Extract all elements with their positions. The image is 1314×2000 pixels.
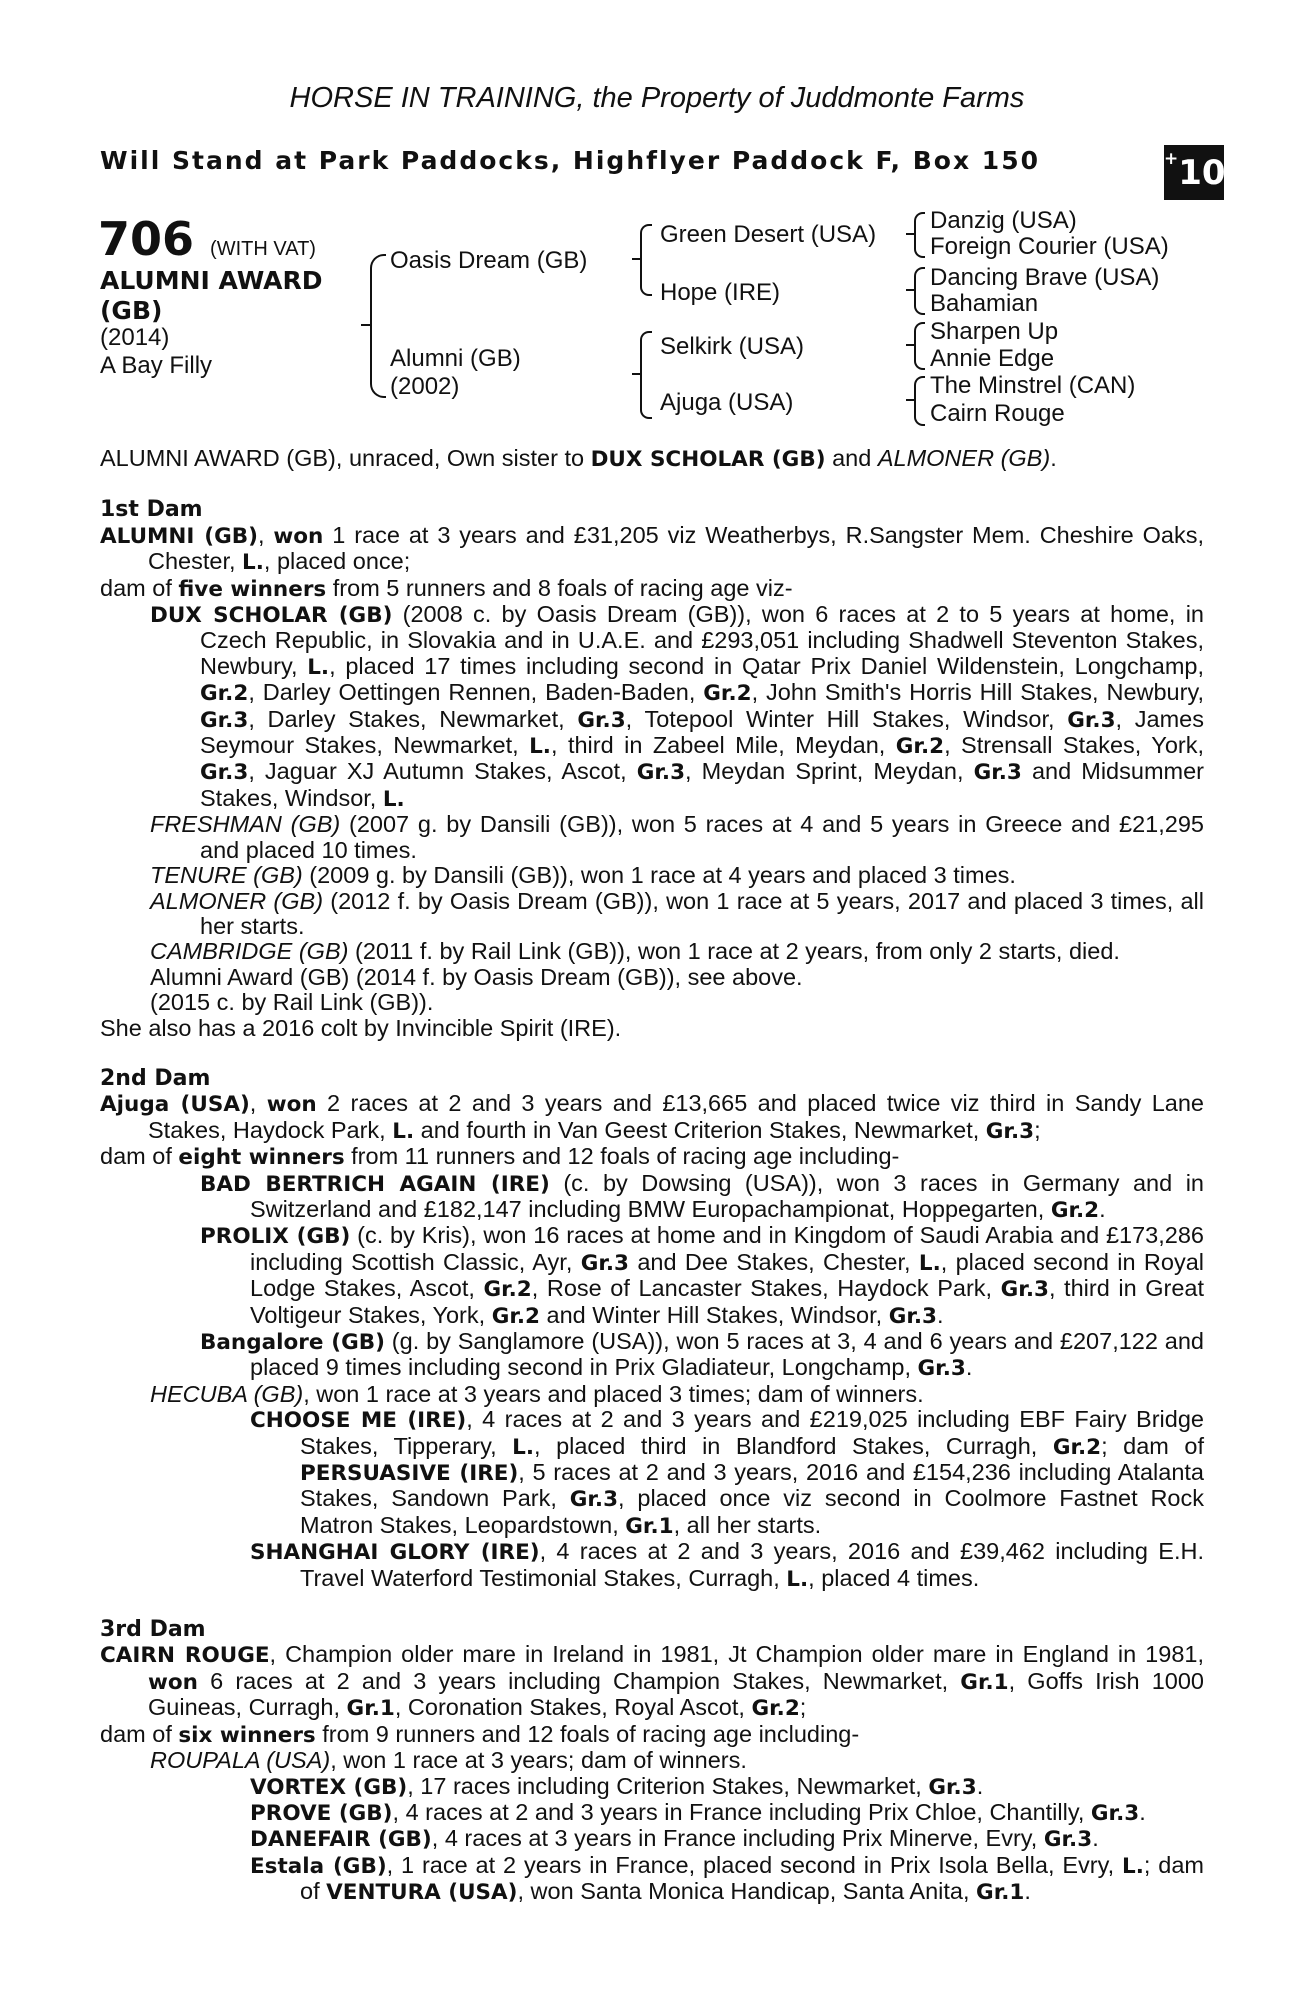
txt: , placed second in Royal Lodge Stakes, Ascot, bbox=[250, 1248, 1204, 1302]
txt: 2 races at 2 and 3 years and £13,665 and placed twice viz third in Sandy Lane Stakes, Haydock Park, bbox=[148, 1090, 1204, 1143]
lot-badge bbox=[1164, 145, 1224, 200]
granddam-8: Cairn Rouge bbox=[930, 400, 1065, 427]
listed-label: L. bbox=[786, 1566, 809, 1592]
grade-label: Gr.1 bbox=[625, 1513, 674, 1539]
produce-alumni-award: Alumni Award (GB) (2014 f. by Oasis Dream (GB)), see above. bbox=[150, 963, 803, 990]
txt: , Strensall Stakes, York, bbox=[944, 732, 1205, 759]
grade-label: Gr.3 bbox=[917, 1356, 966, 1382]
intro-text-3: . bbox=[1050, 445, 1057, 471]
grade-label: Gr.2 bbox=[1050, 1197, 1100, 1223]
intro-text: ALUMNI AWARD (GB), unraced, Own sister to bbox=[100, 445, 591, 471]
listed-label: L. bbox=[512, 1434, 535, 1460]
txt: and Midsummer Stakes, Windsor, bbox=[200, 758, 1204, 811]
produce-danefair bbox=[100, 1826, 1204, 1852]
vat-note: (WITH VAT) bbox=[210, 238, 316, 260]
dam-year: (2002) bbox=[390, 373, 460, 400]
grandsire-5: Sharpen Up bbox=[930, 318, 1059, 345]
grade-label: Gr.1 bbox=[960, 1669, 1009, 1695]
grade-label: Gr.3 bbox=[569, 1487, 619, 1513]
grade-label: Gr.3 bbox=[1067, 707, 1116, 733]
winners-count: six winners bbox=[178, 1722, 316, 1748]
produce-name: BAD BERTRICH AGAIN (IRE) bbox=[200, 1171, 550, 1197]
first-dam-name: ALUMNI (GB) bbox=[100, 523, 258, 549]
produce-name: VENTURA (USA) bbox=[326, 1880, 518, 1906]
produce-2015-colt: (2015 c. by Rail Link (GB)). bbox=[150, 989, 434, 1016]
lot-number-value: 706 bbox=[98, 212, 195, 266]
txt: . bbox=[1024, 1878, 1031, 1905]
txt: , bbox=[249, 1090, 267, 1117]
txt: , Champion older mare in Ireland in 1981, Jt Champion older mare in England in 1981, bbox=[269, 1641, 1204, 1668]
txt: dam of bbox=[100, 574, 179, 601]
txt: , placed once; bbox=[263, 548, 411, 575]
produce-name: CHOOSE ME (IRE) bbox=[250, 1408, 467, 1434]
bracket-4 bbox=[914, 212, 925, 258]
txt: (2008 c. by Oasis Dream (GB)), won 6 races at 2 to 5 years at home, in Czech Republic, in Slovakia and in U.A.E. and £293,051 including Shadwell Steventon Stakes, Newbury, bbox=[200, 601, 1204, 679]
third-dam-record bbox=[100, 1642, 1204, 1721]
bracket-1-tick bbox=[361, 324, 370, 326]
txt: , won 1 race at 3 years; dam of winners. bbox=[330, 1747, 747, 1774]
produce-name: TENURE (GB) bbox=[150, 862, 303, 889]
produce-name: CAMBRIDGE (GB) bbox=[150, 938, 349, 965]
listed-label: L. bbox=[918, 1250, 941, 1276]
produce-prolix bbox=[100, 1223, 1204, 1329]
listed-label: L. bbox=[307, 654, 330, 680]
grade-label: Gr.3 bbox=[200, 760, 249, 786]
txt: , Rose of Lancaster Stakes, Haydock Park, bbox=[531, 1275, 1001, 1302]
second-dam-heading: 2nd Dam bbox=[100, 1065, 211, 1091]
granddam-4: Bahamian bbox=[930, 290, 1039, 317]
produce-name: ALMONER (GB) bbox=[150, 887, 324, 914]
txt: , 4 races at 2 and 3 years in France including Prix Chloe, Chantilly, bbox=[392, 1798, 1091, 1825]
produce-name: PERSUASIVE (IRE) bbox=[300, 1461, 519, 1487]
txt: ; dam of bbox=[1101, 1432, 1204, 1459]
horse-description: A Bay Filly bbox=[100, 352, 213, 379]
grade-label: Gr.1 bbox=[976, 1880, 1025, 1906]
txt: (g. by Sanglamore (USA)), won 5 races at 3, 4 and 6 years and £207,122 and placed 9 times including second in Prix Gladiateur, Longchamp, bbox=[250, 1328, 1204, 1381]
bracket-3 bbox=[640, 331, 652, 419]
grade-label: Gr.2 bbox=[751, 1696, 800, 1722]
txt: , all her starts. bbox=[673, 1511, 822, 1538]
intro-sibling-2: ALMONER (GB) bbox=[877, 445, 1051, 471]
horse-name-line2: (GB) bbox=[100, 296, 163, 325]
produce-dux-scholar bbox=[100, 602, 1204, 812]
produce-name: Bangalore (GB) bbox=[200, 1330, 385, 1355]
txt: from 9 runners and 12 foals of racing age including- bbox=[315, 1720, 860, 1747]
produce-prove bbox=[100, 1800, 1204, 1826]
produce-2016-colt: She also has a 2016 colt by Invincible Spirit (IRE). bbox=[100, 1014, 622, 1041]
listed-label: L. bbox=[242, 550, 264, 576]
txt: (c. by Kris), won 16 races at home and in Kingdom of Saudi Arabia and £173,286 including Scottish Classic, Ayr, bbox=[250, 1222, 1204, 1275]
txt: , James Seymour Stakes, Newmarket, bbox=[200, 705, 1204, 759]
txt: , 1 race at 2 years in France, placed second in Prix Isola Bella, Evry, bbox=[386, 1851, 1122, 1878]
grade-label: Gr.2 bbox=[895, 734, 945, 760]
intro-text-2: and bbox=[825, 445, 878, 471]
grade-label: Gr.3 bbox=[1000, 1277, 1049, 1303]
third-dam-heading: 3rd Dam bbox=[100, 1617, 206, 1643]
second-dam-name: Ajuga (USA) bbox=[100, 1092, 250, 1118]
intro-sibling-1: DUX SCHOLAR (GB) bbox=[590, 447, 826, 472]
grade-label: Gr.2 bbox=[483, 1277, 532, 1303]
produce-almoner bbox=[100, 889, 1204, 940]
produce-freshman bbox=[100, 812, 1204, 863]
produce-vortex bbox=[100, 1774, 1204, 1800]
txt: , 4 races at 2 and 3 years, 2016 and £39,462 including E.H. Travel Waterford Testimonial Stakes, Curragh, bbox=[300, 1538, 1204, 1591]
bracket-1 bbox=[370, 254, 386, 398]
txt: , won 1 race at 3 years and placed 3 times; dam of winners. bbox=[303, 1380, 924, 1407]
txt: , 17 races including Criterion Stakes, Newmarket, bbox=[407, 1772, 929, 1799]
grade-label: Gr.2 bbox=[200, 681, 249, 707]
txt: , John Smith's Horris Hill Stakes, Newbury, bbox=[751, 679, 1204, 706]
txt: , third in Great Voltigeur Stakes, York, bbox=[250, 1275, 1204, 1328]
txt: , placed 4 times. bbox=[808, 1564, 980, 1591]
txt: , won Santa Monica Handicap, Santa Anita, bbox=[517, 1878, 977, 1905]
txt: , Darley Stakes, Newmarket, bbox=[248, 705, 578, 732]
horse-info bbox=[100, 324, 212, 380]
bracket-3-tick bbox=[632, 373, 641, 375]
produce-name: FRESHMAN (GB) bbox=[150, 811, 341, 838]
produce-shanghai-glory bbox=[100, 1539, 1204, 1592]
sire-sire: Green Desert (USA) bbox=[660, 221, 877, 248]
txt: . bbox=[1092, 1825, 1099, 1852]
lot-number bbox=[98, 212, 316, 266]
produce-name: VORTEX (GB) bbox=[250, 1774, 408, 1800]
pedigree-notes bbox=[100, 446, 1204, 1906]
grade-label: Gr.3 bbox=[636, 760, 686, 786]
bracket-2-tick bbox=[632, 258, 641, 260]
winners-count: five winners bbox=[178, 576, 327, 602]
badge-plus: + bbox=[1164, 149, 1179, 169]
stand-location: Will Stand at Park Paddocks, Highflyer Paddock F, Box 150 bbox=[100, 146, 1040, 175]
listed-label: L. bbox=[1122, 1853, 1144, 1879]
bracket-5-tick bbox=[906, 289, 915, 291]
third-dam-produce-summary bbox=[100, 1722, 1204, 1748]
grade-label: Gr.3 bbox=[200, 707, 249, 733]
txt: from 5 runners and 8 foals of racing age viz- bbox=[326, 574, 793, 601]
first-dam-record bbox=[100, 523, 1204, 576]
bracket-2 bbox=[640, 224, 652, 296]
grade-label: Gr.3 bbox=[973, 760, 1022, 786]
produce-cambridge bbox=[100, 939, 1204, 964]
produce-bangalore bbox=[100, 1329, 1204, 1382]
txt: ; dam of bbox=[300, 1851, 1204, 1905]
txt: dam of bbox=[100, 1720, 179, 1747]
txt: (c. by Dowsing (USA)), won 3 races in Germany and in Switzerland and £182,147 including BMW Europachampionat, Hoppegarten, bbox=[250, 1169, 1205, 1222]
txt: and Dee Stakes, Chester, bbox=[629, 1248, 919, 1275]
txt: ; bbox=[799, 1694, 807, 1721]
page-title: HORSE IN TRAINING, the Property of Juddmonte Farms bbox=[289, 82, 1025, 114]
grandsire-1: Danzig (USA) bbox=[930, 207, 1077, 234]
txt: 6 races at 2 and 3 years including Champion Stakes, Newmarket, bbox=[197, 1667, 961, 1694]
txt: . bbox=[1099, 1195, 1106, 1222]
txt: , third in Zabeel Mile, Meydan, bbox=[550, 732, 896, 759]
grade-label: Gr.3 bbox=[928, 1774, 977, 1800]
txt: , bbox=[257, 521, 274, 548]
produce-name: ROUPALA (USA) bbox=[150, 1747, 331, 1774]
txt: , Goffs Irish 1000 Guineas, Curragh, bbox=[148, 1667, 1204, 1721]
bracket-7 bbox=[914, 376, 925, 426]
txt: . bbox=[965, 1354, 973, 1381]
txt: , 5 races at 2 and 3 years, 2016 and £154,236 including Atalanta Stakes, Sandown Park, bbox=[300, 1459, 1204, 1512]
produce-name: DUX SCHOLAR (GB) bbox=[150, 603, 393, 629]
dam-sire: Selkirk (USA) bbox=[660, 333, 805, 360]
txt: , Coronation Stakes, Royal Ascot, bbox=[394, 1694, 752, 1721]
bracket-6 bbox=[914, 322, 925, 370]
second-dam-record bbox=[100, 1091, 1204, 1144]
bracket-5 bbox=[914, 267, 925, 315]
won-label: won bbox=[273, 523, 324, 549]
horse-name bbox=[100, 266, 323, 326]
grade-label: Gr.3 bbox=[577, 707, 626, 733]
txt: ; bbox=[1034, 1116, 1041, 1143]
bracket-6-tick bbox=[906, 344, 915, 346]
txt: , placed 17 times including second in Qatar Prix Daniel Wildenstein, Longchamp, bbox=[329, 652, 1205, 679]
txt: . bbox=[937, 1301, 944, 1328]
grade-label: Gr.2 bbox=[1052, 1434, 1102, 1460]
txt: , 4 races at 2 and 3 years and £219,025 including EBF Fairy Bridge Stakes, Tipperary, bbox=[300, 1406, 1204, 1459]
first-dam-heading: 1st Dam bbox=[100, 497, 203, 523]
txt: . bbox=[976, 1772, 984, 1799]
produce-name: Estala (GB) bbox=[250, 1853, 387, 1879]
listed-label: L. bbox=[392, 1118, 415, 1144]
txt: 1 race at 3 years and £31,205 viz Weatherbys, R.Sangster Mem. Cheshire Oaks, Chester, bbox=[148, 521, 1205, 575]
txt: , Darley Oettingen Rennen, Baden-Baden, bbox=[248, 679, 704, 706]
produce-name: PROVE (GB) bbox=[250, 1800, 393, 1826]
grade-label: Gr.3 bbox=[1090, 1800, 1140, 1826]
grade-label: Gr.1 bbox=[346, 1696, 395, 1722]
txt: , Totepool Winter Hill Stakes, Windsor, bbox=[625, 705, 1068, 732]
produce-name: PROLIX (GB) bbox=[200, 1224, 351, 1250]
grade-label: Gr.3 bbox=[580, 1250, 630, 1276]
sire: Oasis Dream (GB) bbox=[390, 247, 588, 274]
txt: dam of bbox=[100, 1143, 179, 1170]
txt: and Winter Hill Stakes, Windsor, bbox=[540, 1301, 889, 1328]
granddam-6: Annie Edge bbox=[930, 345, 1055, 372]
intro-paragraph bbox=[100, 446, 1204, 472]
won-label: won bbox=[148, 1669, 198, 1695]
txt: , Meydan Sprint, Meydan, bbox=[685, 758, 974, 785]
bracket-4-tick bbox=[906, 233, 915, 235]
txt: , Jaguar XJ Autumn Stakes, Ascot, bbox=[248, 758, 637, 785]
grade-label: Gr.2 bbox=[491, 1303, 540, 1329]
produce-choose-me bbox=[100, 1407, 1204, 1539]
produce-name: SHANGHAI GLORY (IRE) bbox=[250, 1540, 540, 1566]
produce-estala bbox=[100, 1853, 1204, 1906]
winners-count: eight winners bbox=[178, 1145, 345, 1171]
listed-label: L. bbox=[529, 734, 551, 760]
grade-label: Gr.3 bbox=[985, 1118, 1035, 1144]
produce-tenure bbox=[100, 863, 1204, 888]
third-dam-name: CAIRN ROUGE bbox=[100, 1643, 270, 1669]
grandsire-7: The Minstrel (CAN) bbox=[930, 372, 1136, 399]
txt: , 4 races at 3 years in France including Prix Minerve, Evry, bbox=[431, 1825, 1044, 1852]
produce-name: HECUBA (GB) bbox=[150, 1380, 304, 1407]
txt: . bbox=[1139, 1798, 1146, 1825]
produce-roupala bbox=[100, 1748, 1204, 1773]
horse-year: (2014) bbox=[100, 324, 170, 351]
grade-label: Gr.2 bbox=[703, 681, 752, 707]
produce-hecuba bbox=[100, 1382, 1204, 1407]
grade-label: Gr.3 bbox=[888, 1303, 938, 1329]
sire-dam: Hope (IRE) bbox=[660, 279, 781, 306]
txt: and fourth in Van Geest Criterion Stakes, Newmarket, bbox=[414, 1116, 986, 1143]
produce-name: DANEFAIR (GB) bbox=[250, 1827, 432, 1853]
first-dam-produce-summary bbox=[100, 576, 1204, 602]
badge-number: 10 bbox=[1178, 153, 1226, 193]
txt: , placed once viz second in Coolmore Fastnet Rock Matron Stakes, Leopardstown, bbox=[300, 1485, 1204, 1538]
bracket-7-tick bbox=[906, 399, 915, 401]
listed-label: L. bbox=[382, 786, 405, 812]
grandsire-3: Dancing Brave (USA) bbox=[930, 264, 1160, 291]
txt: (2009 g. by Dansili (GB)), won 1 race at 4 years and placed 3 times. bbox=[302, 862, 1016, 889]
second-dam-produce-summary bbox=[100, 1144, 1204, 1170]
dam-dam: Ajuga (USA) bbox=[660, 389, 794, 416]
txt: (2012 f. by Oasis Dream (GB)), won 1 race at 5 years, 2017 and placed 3 times, all her starts. bbox=[200, 887, 1205, 939]
horse-name-line1: ALUMNI AWARD bbox=[100, 266, 323, 295]
txt: (2011 f. by Rail Link (GB)), won 1 race at 2 years, from only 2 starts, died. bbox=[348, 938, 1120, 965]
produce-bad-bertrich-again bbox=[100, 1171, 1204, 1224]
grade-label: Gr.3 bbox=[1043, 1827, 1093, 1853]
txt: from 11 runners and 12 foals of racing age including- bbox=[344, 1143, 900, 1170]
granddam-2: Foreign Courier (USA) bbox=[930, 233, 1169, 260]
dam: Alumni (GB) bbox=[390, 345, 521, 372]
won-label: won bbox=[266, 1092, 317, 1118]
txt: (2007 g. by Dansili (GB)), won 5 races at 4 and 5 years in Greece and £21,295 and placed 10 times. bbox=[200, 811, 1204, 863]
txt: , placed third in Blandford Stakes, Curragh, bbox=[534, 1432, 1053, 1459]
